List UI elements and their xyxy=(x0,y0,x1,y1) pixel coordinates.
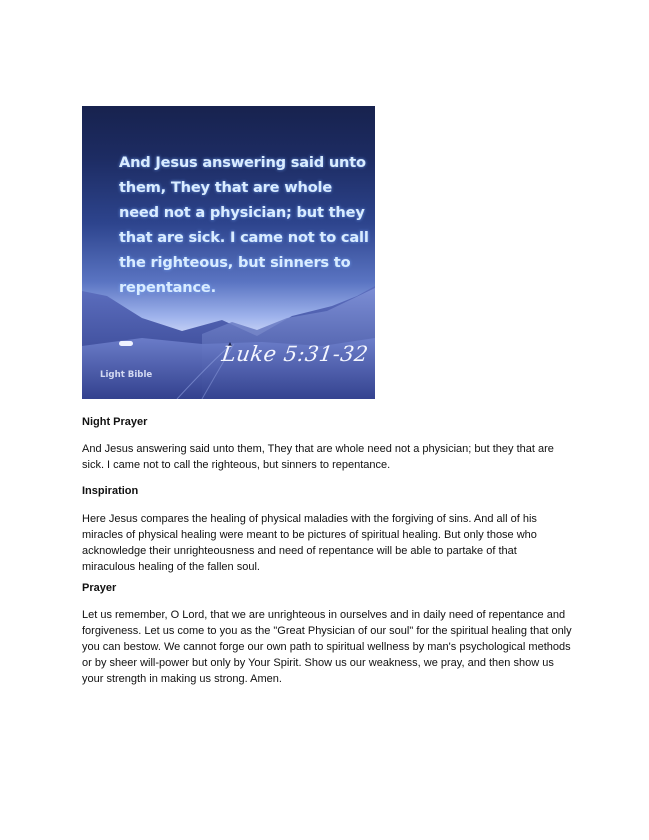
prayer-text: Let us remember, O Lord, that we are unrighteous in ourselves and in daily need of repentance and forgiveness. Let us come to you as the "Great Physician of our soul" for the spiritual healing that only you can bestow. We cannot forge our own path to spiritual wellness by man's psychological methods or by sheer will-power but only by Your Spirit. Show us our weakness, we pray, and then show us your strength in making us strong. Amen. xyxy=(82,609,572,685)
night-prayer-text: And Jesus answering said unto them, They that are whole need not a physician; but they that are sick. I came not to call the righteous, but sinners to repentance. xyxy=(82,443,554,471)
night-prayer-heading: Night Prayer xyxy=(82,416,148,428)
inspiration-text: Here Jesus compares the healing of physical maladies with the forgiving of sins. And all of his miracles of physical healing were meant to be pictures of spiritual healing. But only those who acknowledge their unrighteousness and need of repentance will be able to partake of that miraculous healing of the fallen soul. xyxy=(82,513,537,573)
pill-decoration xyxy=(119,341,133,346)
verse-quote: And Jesus answering said unto them, They that are whole need not a physician; but they that are sick. I came not to call the righteous, but sinners to repentance. xyxy=(119,154,369,296)
prayer-heading: Prayer xyxy=(82,582,117,594)
verse-image xyxy=(82,106,375,399)
verse-reference: Luke 5:31-32 xyxy=(220,342,370,366)
inspiration-heading: Inspiration xyxy=(82,485,139,497)
brand-watermark: Light Bible xyxy=(100,370,153,380)
